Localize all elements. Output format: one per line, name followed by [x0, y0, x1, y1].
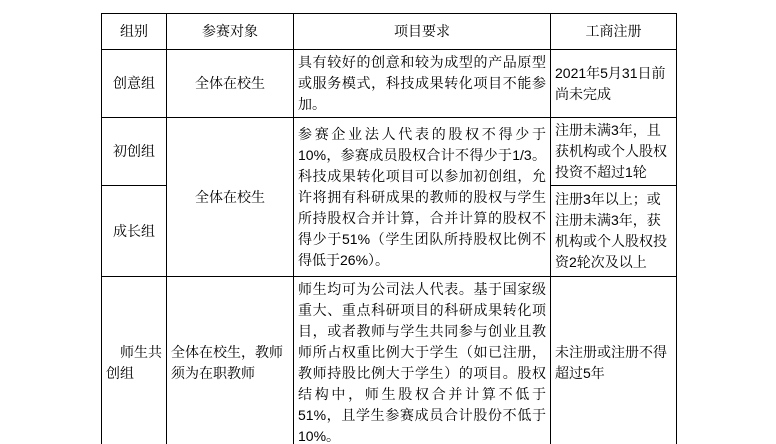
cell-registration-teacher-student: 未注册或注册不得超过5年: [551, 277, 677, 444]
header-requirements: 项目要求: [294, 14, 551, 50]
cell-group-creative: 创意组: [102, 50, 167, 118]
cell-participants-teacher-student: 全体在校生，教师须为在职教师: [167, 277, 294, 444]
header-registration: 工商注册: [551, 14, 677, 50]
header-group: 组别: [102, 14, 167, 50]
cell-registration-growth: 注册3年以上；或注册未满3年，获机构或个人股权投资2轮次及以上: [551, 186, 677, 277]
cell-participants-startup-growth: 全体在校生: [167, 118, 294, 277]
cell-registration-startup: 注册未满3年，且获机构或个人股权投资不超过1轮: [551, 118, 677, 186]
header-participants: 参赛对象: [167, 14, 294, 50]
cell-participants-creative: 全体在校生: [167, 50, 294, 118]
cell-requirements-teacher-student: 师生均可为公司法人代表。基于国家级重大、重点科研项目的科研成果转化项目，或者教师与学生共同参与创业且教师所占权重比例大于学生（如已注册，教师持股比例大于学生）的项目。股权结构中，师生股权合并计算不低于51%，且学生参赛成员合计股份不低于10%。: [294, 277, 551, 444]
competition-groups-table: [101, 13, 677, 444]
cell-group-teacher-student: 师生共创组: [102, 277, 167, 444]
table-row-creative-group: [102, 50, 677, 118]
cell-requirements-creative: 具有较好的创意和较为成型的产品原型或服务模式，科技成果转化项目不能参加。: [294, 50, 551, 118]
table-row-startup-group: [102, 118, 677, 186]
cell-group-growth: 成长组: [102, 186, 167, 277]
cell-requirements-startup-growth: 参赛企业法人代表的股权不得少于10%，参赛成员股权合计不得少于1/3。科技成果转化项目可以参加初创组，允许将拥有科研成果的教师的股权与学生所持股权合并计算，合并计算的股权不得少于51%（学生团队所持股权比例不得低于26%）。: [294, 118, 551, 277]
table-row-teacher-student-group: [102, 277, 677, 444]
cell-group-startup: 初创组: [102, 118, 167, 186]
table-header-row: [102, 14, 677, 50]
cell-registration-creative: 2021年5月31日前尚未完成: [551, 50, 677, 118]
